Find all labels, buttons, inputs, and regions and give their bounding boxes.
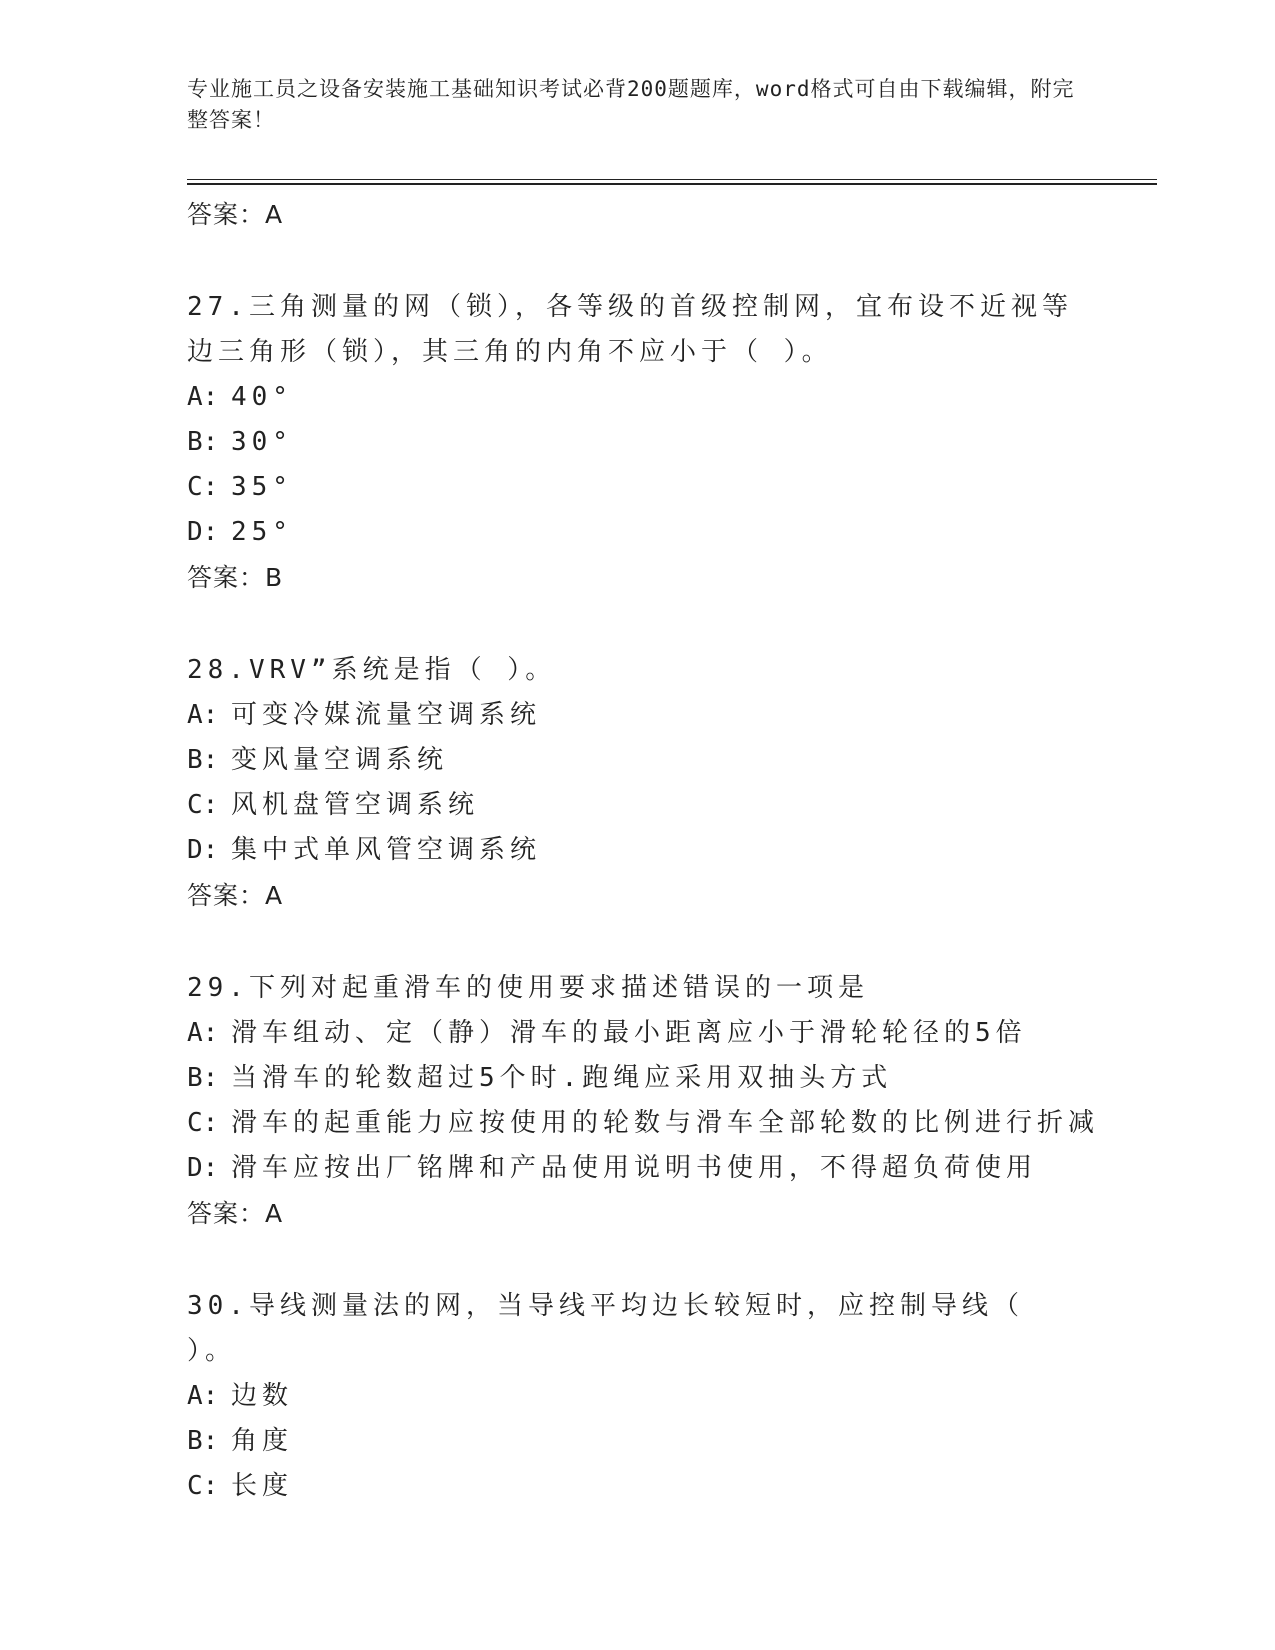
- option: [187, 420, 1087, 465]
- option: [187, 1011, 1087, 1056]
- option: [187, 375, 1087, 420]
- option: [187, 828, 1087, 873]
- option-letter: A:: [187, 382, 219, 412]
- option-text: 风机盘管空调系统: [231, 790, 480, 820]
- question-list: [187, 192, 1100, 1509]
- option-text: 角度: [231, 1426, 294, 1456]
- answer-line: 答案：A: [187, 881, 284, 910]
- option: [187, 1464, 1087, 1509]
- document-header: 专业施工员之设备安装施工基础知识考试必背200题题库，word格式可自由下载编辑，附完整答案！: [187, 77, 1075, 132]
- option-text: 变风量空调系统: [231, 745, 449, 775]
- question-text: 27.三角测量的网（锁），各等级的首级控制网，宜布设不近视等边三角形（锁），其三角的内角不应小于（ ）。: [187, 292, 1073, 367]
- option-letter: D:: [187, 1153, 219, 1183]
- option-letter: A:: [187, 700, 219, 730]
- option-letter: C:: [187, 790, 219, 820]
- option-letter: D:: [187, 835, 219, 865]
- option: [187, 1146, 1087, 1191]
- option-text: 25°: [231, 517, 293, 547]
- option-letter: B:: [187, 427, 219, 457]
- option-letter: C:: [187, 472, 219, 502]
- option-letter: A:: [187, 1018, 219, 1048]
- option: [187, 1056, 1087, 1101]
- option-letter: C:: [187, 1471, 219, 1501]
- option-letter: A:: [187, 1381, 219, 1411]
- option-letter: C:: [187, 1108, 219, 1138]
- option: [187, 465, 1087, 510]
- option-text: 滑车组动、定（静）滑车的最小距离应小于滑轮轮径的5倍: [231, 1018, 1027, 1048]
- option-text: 30°: [231, 427, 293, 457]
- option: [187, 1101, 1100, 1146]
- option-text: 集中式单风管空调系统: [231, 835, 542, 865]
- option-text: 边数: [231, 1381, 294, 1411]
- option-letter: B:: [187, 1063, 219, 1093]
- header-rule-thick: [187, 183, 1157, 185]
- header-rule-thin: [187, 179, 1157, 180]
- option: [187, 1419, 1087, 1464]
- answer-line: 答案：A: [187, 1199, 284, 1228]
- question-text: 30.导线测量法的网，当导线平均边长较短时，应控制导线（ ）。: [187, 1291, 1024, 1366]
- option: [187, 738, 1087, 783]
- option: [187, 693, 1087, 738]
- option-text: 35°: [231, 472, 293, 502]
- option-text: 40°: [231, 382, 293, 412]
- option-letter: D:: [187, 517, 219, 547]
- answer-line: 答案：A: [187, 200, 284, 229]
- option-text: 当滑车的轮数超过5个时.跑绳应采用双抽头方式: [231, 1063, 893, 1093]
- question-text: 28.VRV”系统是指（ ）。: [187, 655, 557, 685]
- option-text: 滑车的起重能力应按使用的轮数与滑车全部轮数的比例进行折减: [231, 1108, 1100, 1138]
- option-text: 长度: [231, 1471, 294, 1501]
- option-letter: B:: [187, 1426, 219, 1456]
- option: [187, 783, 1087, 828]
- option-text: 滑车应按出厂铭牌和产品使用说明书使用，不得超负荷使用: [231, 1153, 1038, 1183]
- option-text: 可变冷媒流量空调系统: [231, 700, 542, 730]
- answer-line: 答案：B: [187, 563, 284, 592]
- option: [187, 510, 1087, 555]
- option: [187, 1374, 1087, 1419]
- option-letter: B:: [187, 745, 219, 775]
- question-text: 29.下列对起重滑车的使用要求描述错误的一项是: [187, 973, 869, 1003]
